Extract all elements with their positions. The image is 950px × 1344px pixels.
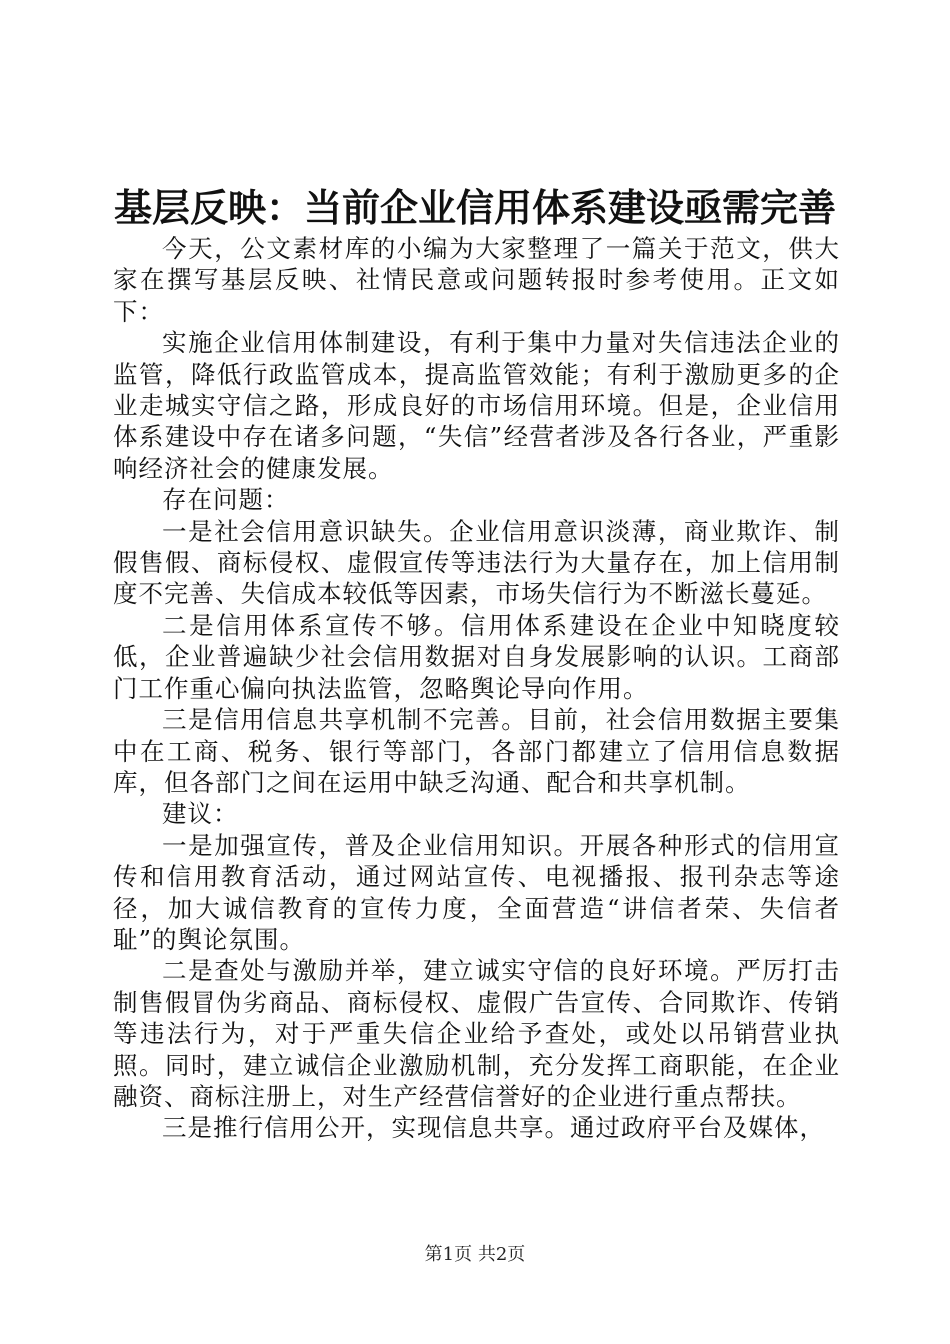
paragraph-problem-3: 三是信用信息共享机制不完善。目前，社会信用数据主要集中在工商、税务、银行等部门，各部门都建立了信用信息数据库，但各部门之间在运用中缺乏沟通、配合和共享机制。: [113, 705, 840, 797]
paragraph-problem-2: 二是信用体系宣传不够。信用体系建设在企业中知晓度较低，企业普遍缺少社会信用数据对自身发展影响的认识。工商部门工作重心偏向执法监管，忽略舆论导向作用。: [113, 610, 840, 703]
document-body: [113, 233, 840, 1144]
paragraph-suggestion-3: 三是推行信用公开，实现信息共享。通过政府平台及媒体，: [162, 1113, 825, 1143]
section-heading-problems: 存在问题：: [162, 485, 290, 515]
paragraph-problem-1: 一是社会信用意识缺失。企业信用意识淡薄，商业欺诈、制假售假、商标侵权、虚假宣传等违法行为大量存在，加上信用制度不完善、失信成本较低等因素，市场失信行为不断滋长蔓延。: [113, 516, 840, 609]
paragraph-suggestion-2: 二是查处与激励并举，建立诚实守信的良好环境。严厉打击制售假冒伪劣商品、商标侵权、虚假广告宣传、合同欺诈、传销等违法行为，对于严重失信企业给予查处，或处以吊销营业执照。同时，建立诚信企业激励机制，充分发挥工商职能，在企业融资、商标注册上，对生产经营信誉好的企业进行重点帮扶。: [113, 956, 840, 1111]
paragraph-intro: 今天，公文素材库的小编为大家整理了一篇关于范文，供大家在撰写基层反映、社情民意或问题转报时参考使用。正文如下：: [113, 234, 840, 326]
section-heading-suggestions: 建议：: [162, 799, 239, 829]
page-footer: 第1页 共2页: [424, 1244, 526, 1265]
document-title: 基层反映：当前企业信用体系建设亟需完善: [113, 185, 836, 230]
paragraph-suggestion-1: 一是加强宣传，普及企业信用知识。开展各种形式的信用宣传和信用教育活动，通过网站宣传、电视播报、报刊杂志等途径，加大诚信教育的宣传力度，全面营造“讲信者荣、失信者耻”的舆论氛围。: [113, 830, 840, 954]
paragraph-background: 实施企业信用体制建设，有利于集中力量对失信违法企业的监管，降低行政监管成本，提高监管效能；有利于激励更多的企业走城实守信之路，形成良好的市场信用环境。但是，企业信用体系建设中存在诸多问题，“失信”经营者涉及各行各业，严重影响经济社会的健康发展。: [113, 328, 840, 483]
